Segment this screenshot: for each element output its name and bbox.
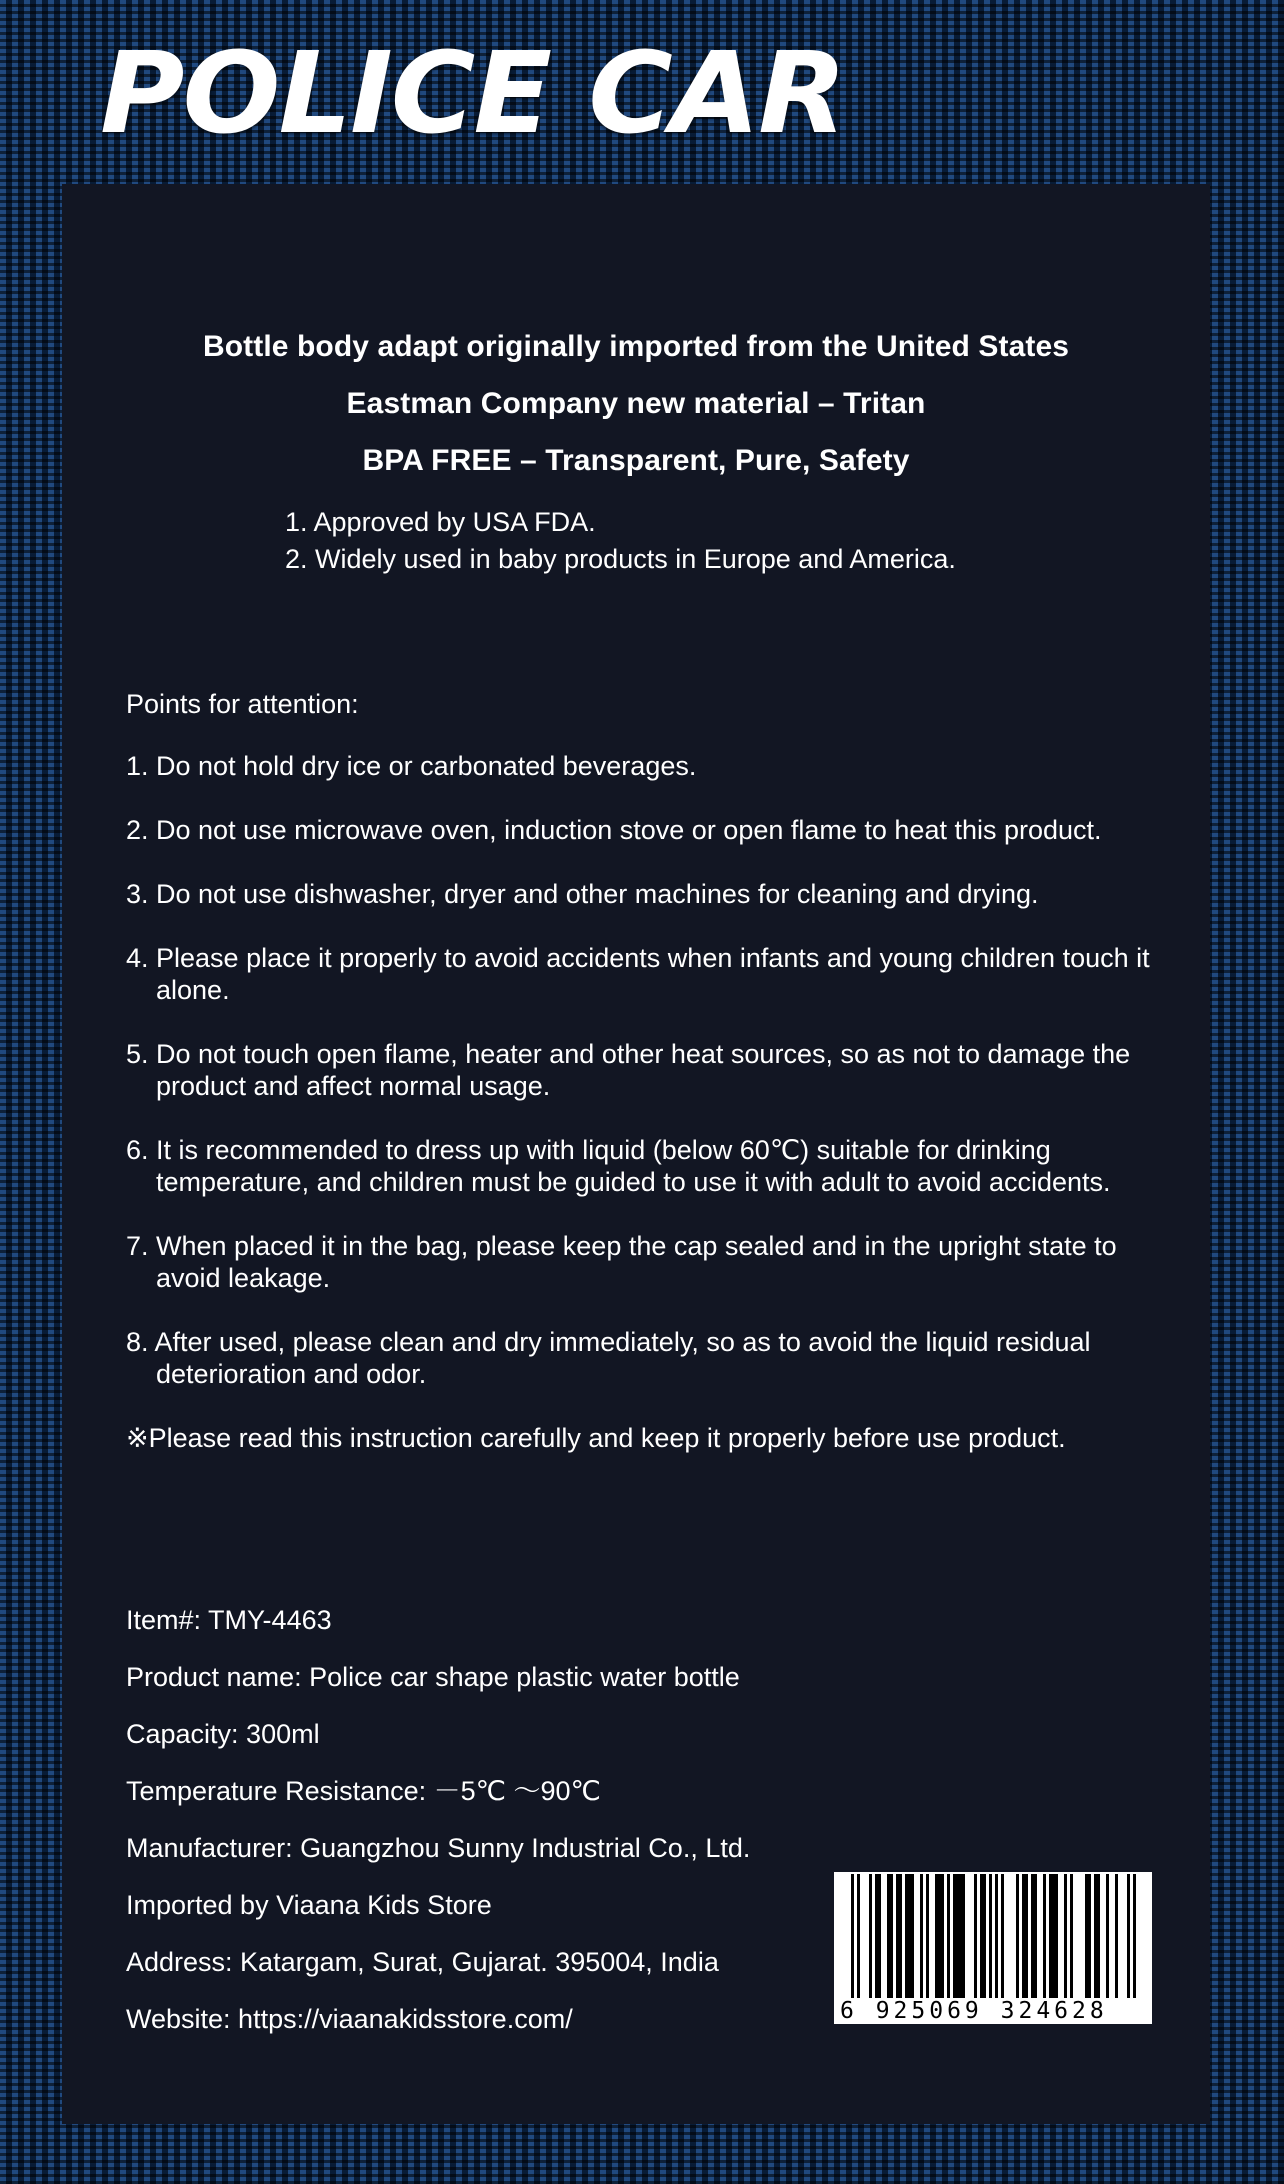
headline-line: Bottle body adapt originally imported from the United States <box>202 330 1070 363</box>
attention-section <box>126 686 1166 1454</box>
barcode-bar <box>1133 1874 1136 2002</box>
barcode-bar <box>920 1874 923 2002</box>
headline-line: Eastman Company new material – Tritan <box>346 387 926 420</box>
barcode-bar <box>1070 1874 1073 2002</box>
barcode-bar <box>857 1874 860 2002</box>
barcode-bar <box>1055 1874 1058 2002</box>
attention-item: 7. When placed it in the bag, please keep the cap sealed and in the upright state to avoid leakage. <box>126 1231 1117 1293</box>
feature-item: 2. Widely used in baby products in Europe and America. <box>285 544 956 574</box>
barcode-bars <box>834 1872 1152 2002</box>
temperature-resistance: Temperature Resistance: －5℃ ～90℃ <box>126 1776 601 1806</box>
barcode-bar <box>926 1874 929 2002</box>
product-title: POLICE CAR <box>100 29 845 159</box>
barcode-bar <box>890 1874 893 2002</box>
website: Website: https://viaanakidsstore.com/ <box>126 2004 573 2034</box>
barcode-bar <box>1049 1874 1052 2002</box>
barcode-bar <box>1094 1874 1097 2002</box>
attention-item: 1. Do not hold dry ice or carbonated beverages. <box>126 751 697 781</box>
barcode-bar <box>887 1874 890 2002</box>
barcode-bar <box>1025 1874 1028 2002</box>
barcode-bar <box>1016 1874 1019 2002</box>
features-list <box>285 504 956 578</box>
barcode-bar <box>1127 1874 1130 2002</box>
barcode-bar <box>1097 1874 1100 2002</box>
attention-item: 4. Please place it properly to avoid accidents when infants and young children touch it alone. <box>126 943 1150 1005</box>
barcode-bar <box>878 1874 881 2002</box>
barcode-bar <box>935 1874 938 2002</box>
barcode-bar <box>1088 1874 1091 2002</box>
address: Address: Katargam, Surat, Gujarat. 395004, India <box>126 1947 719 1977</box>
attention-item: 3. Do not use dishwasher, dryer and other machines for cleaning and drying. <box>126 879 1039 909</box>
product-name: Product name: Police car shape plastic water bottle <box>126 1662 740 1692</box>
attention-heading: Points for attention: <box>126 689 359 719</box>
barcode-bar <box>962 1874 965 2002</box>
barcode-bar <box>1043 1874 1046 2002</box>
product-info-list <box>126 1592 750 2048</box>
barcode-bar <box>905 1874 908 2002</box>
barcode-bar <box>851 1874 854 2002</box>
barcode-bar <box>1031 1874 1034 2002</box>
info-panel <box>62 184 1210 2124</box>
material-headline <box>62 318 1210 489</box>
barcode-bar <box>896 1874 899 2002</box>
barcode <box>834 1872 1152 2024</box>
attention-item: 8. After used, please clean and dry immediately, so as to avoid the liquid residual deterioration and odor. <box>126 1327 1091 1389</box>
barcode-bar <box>1034 1874 1037 2002</box>
read-instruction-notice: ※Please read this instruction carefully and keep it properly before use product. <box>126 1423 1066 1453</box>
barcode-bar <box>1115 1874 1118 2002</box>
barcode-bar <box>959 1874 962 2002</box>
barcode-bar <box>869 1874 872 2002</box>
barcode-bar <box>941 1874 944 2002</box>
attention-list <box>126 750 1166 1390</box>
barcode-bar <box>911 1874 914 2002</box>
barcode-bar <box>1085 1874 1088 2002</box>
importer: Imported by Viaana Kids Store <box>126 1890 492 1920</box>
barcode-bar <box>1001 1874 1004 2002</box>
capacity: Capacity: 300ml <box>126 1719 320 1749</box>
barcode-bar <box>974 1874 977 2002</box>
barcode-bar <box>1052 1874 1055 2002</box>
attention-item: 5. Do not touch open flame, heater and other heat sources, so as not to damage the product and affect normal usage. <box>126 1039 1131 1101</box>
barcode-bar <box>908 1874 911 2002</box>
barcode-bar <box>1106 1874 1109 2002</box>
barcode-bar <box>989 1874 992 2002</box>
barcode-bar <box>953 1874 956 2002</box>
feature-item: 1. Approved by USA FDA. <box>285 507 596 537</box>
manufacturer: Manufacturer: Guangzhou Sunny Industrial Co., Ltd. <box>126 1833 751 1863</box>
attention-item: 6. It is recommended to dress up with liquid (below 60℃) suitable for drinking temperature, and children must be guided to use it with adult to avoid accidents. <box>126 1135 1111 1197</box>
barcode-bar <box>938 1874 941 2002</box>
barcode-bar <box>1022 1874 1025 2002</box>
barcode-bar <box>947 1874 950 2002</box>
barcode-bar <box>1064 1874 1067 2002</box>
barcode-bar <box>980 1874 983 2002</box>
item-number: Item#: TMY-4463 <box>126 1605 332 1635</box>
barcode-number: 6 925069 324628 <box>836 1998 1150 2024</box>
barcode-bar <box>899 1874 902 2002</box>
barcode-bar <box>875 1874 878 2002</box>
headline-line: BPA FREE – Transparent, Pure, Safety <box>362 444 910 477</box>
barcode-bar <box>983 1874 986 2002</box>
barcode-bar <box>995 1874 998 2002</box>
barcode-bar <box>956 1874 959 2002</box>
attention-item: 2. Do not use microwave oven, induction stove or open flame to heat this product. <box>126 815 1102 845</box>
